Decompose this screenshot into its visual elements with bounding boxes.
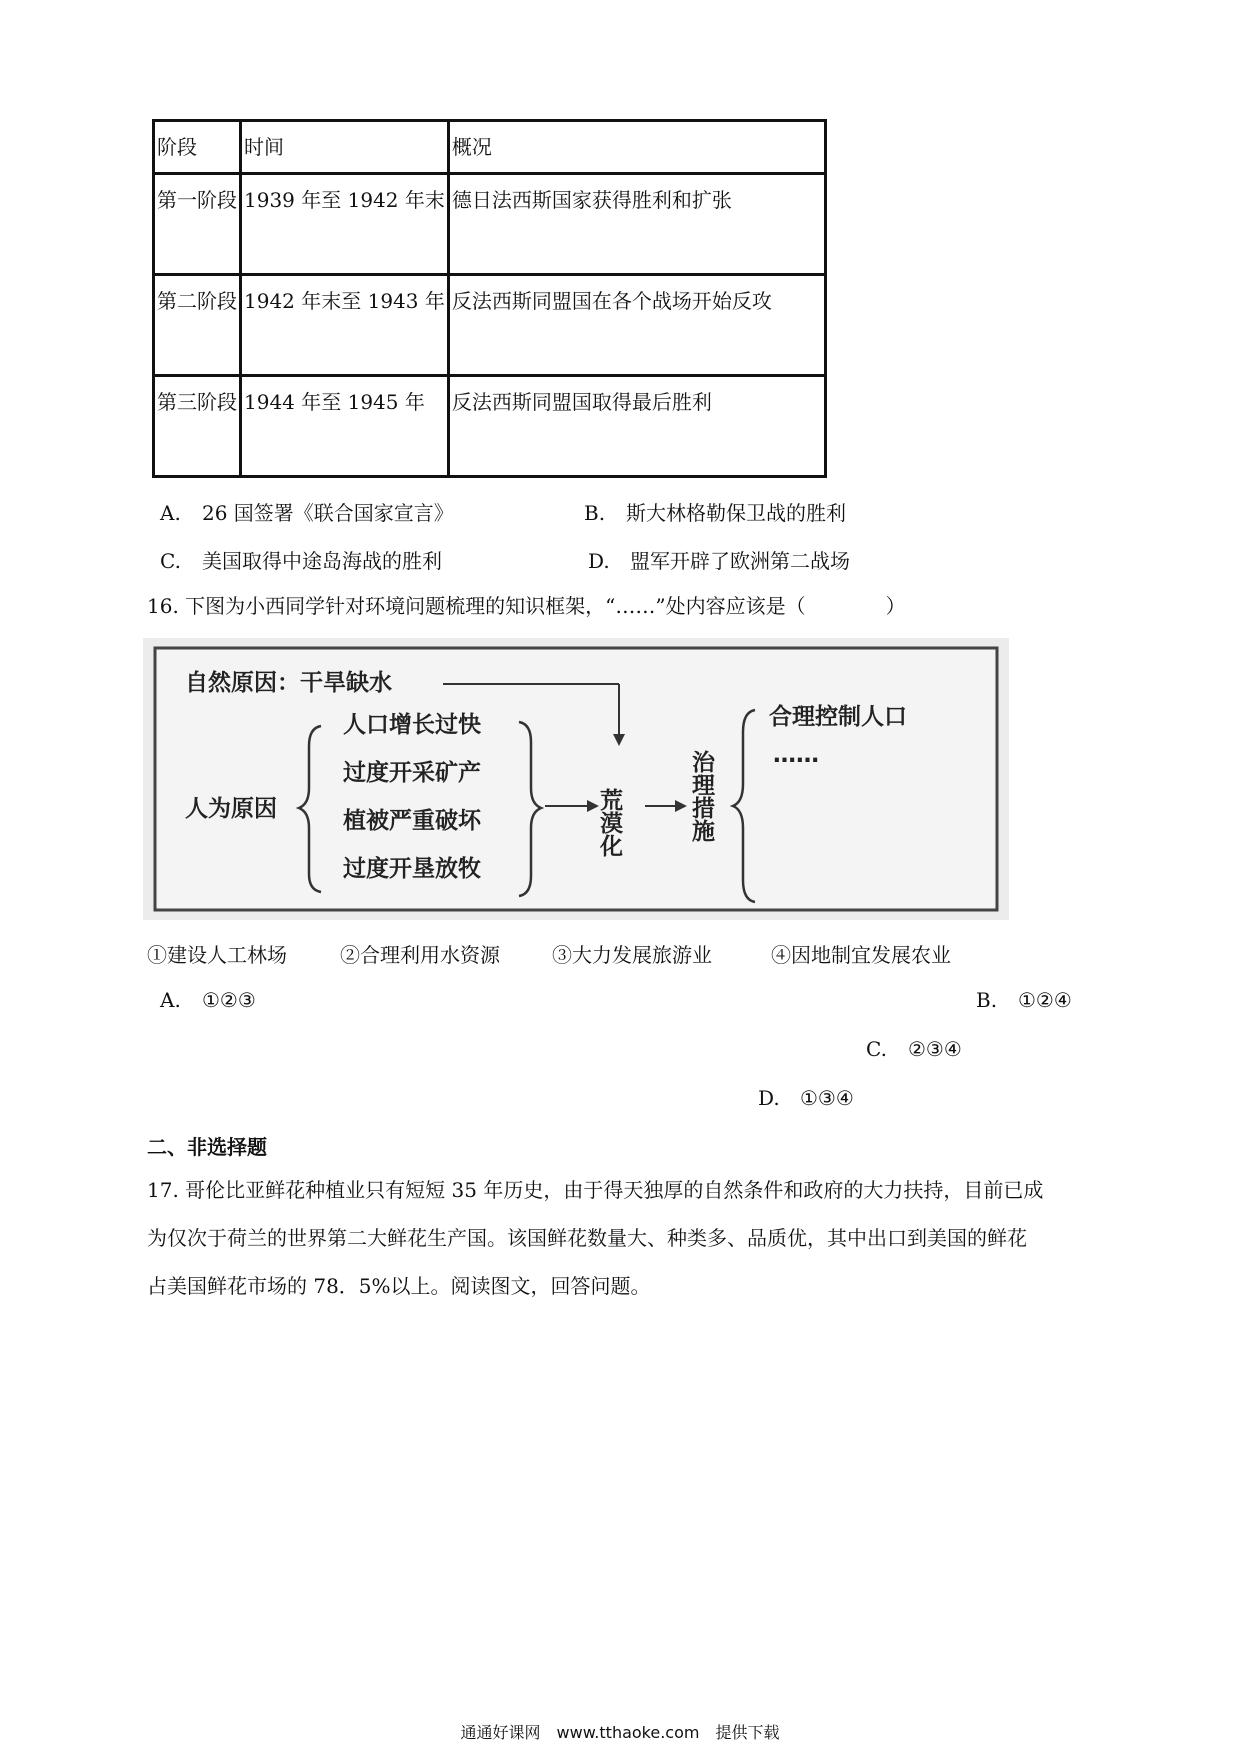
option-letter: C. xyxy=(160,549,181,573)
option-text: 26 国签署《联合国家宣言》 xyxy=(202,501,454,525)
table-row xyxy=(154,376,826,477)
time-cell: 1944 年至 1945 年 xyxy=(241,376,449,477)
summary-cell: 德日法西斯国家获得胜利和扩张 xyxy=(448,174,825,275)
result-label: 荒漠化 xyxy=(596,788,622,857)
q16-option-c[interactable] xyxy=(866,1037,962,1061)
human-item: 人口增长过快 xyxy=(343,712,481,738)
option-letter: B. xyxy=(584,501,606,525)
option-letter: A. xyxy=(160,501,181,525)
q16-stem: 16. 下图为小西同学针对环境问题梳理的知识框架，“……”处内容应该是（ ） xyxy=(147,594,906,618)
option-text: ①②④ xyxy=(1018,988,1072,1012)
option-text: 斯大林格勒保卫战的胜利 xyxy=(626,501,846,525)
measure-item: 合理控制人口 xyxy=(769,704,907,730)
table-row xyxy=(154,275,826,376)
stage-cell: 第一阶段 xyxy=(154,174,241,275)
option-letter: D. xyxy=(758,1086,780,1110)
q15-option-a[interactable] xyxy=(160,497,454,526)
stage-cell: 第二阶段 xyxy=(154,275,241,376)
q16-choice: ②合理利用水资源 xyxy=(340,943,500,967)
stage-table xyxy=(152,119,827,478)
human-item: 植被严重破坏 xyxy=(343,808,481,834)
q16-option-d[interactable] xyxy=(758,1086,854,1110)
q16-choice: ④因地制宜发展农业 xyxy=(771,943,951,967)
option-text: 美国取得中途岛海战的胜利 xyxy=(202,549,442,573)
option-text: ②③④ xyxy=(908,1037,962,1061)
time-cell: 1942 年末至 1943 年 xyxy=(241,275,449,376)
summary-cell: 反法西斯同盟国取得最后胜利 xyxy=(448,376,825,477)
option-letter: B. xyxy=(976,988,998,1012)
desertification-diagram xyxy=(143,638,1009,920)
option-text: ①③④ xyxy=(800,1086,854,1110)
human-item: 过度开垦放牧 xyxy=(343,856,481,882)
option-letter: C. xyxy=(866,1037,887,1061)
human-item: 过度开采矿产 xyxy=(343,760,481,786)
q16-option-a[interactable] xyxy=(160,988,256,1012)
q15-option-c[interactable] xyxy=(160,545,442,574)
section-title: 二、非选择题 xyxy=(147,1135,267,1159)
q16-option-b[interactable] xyxy=(976,988,1072,1012)
q17-paragraph xyxy=(147,1166,1107,1310)
q16-choice: ③大力发展旅游业 xyxy=(552,943,712,967)
table-row xyxy=(154,174,826,275)
q15-option-b[interactable] xyxy=(584,497,846,526)
option-letter: A. xyxy=(160,988,181,1012)
header-cell: 概况 xyxy=(448,121,825,174)
human-cause-label: 人为原因 xyxy=(185,796,277,822)
stage-cell: 第三阶段 xyxy=(154,376,241,477)
q17-line: 17. 哥伦比亚鲜花种植业只有短短 35 年历史，由于得天独厚的自然条件和政府的大力扶持，目前已成 xyxy=(147,1178,1044,1202)
option-letter: D. xyxy=(588,549,610,573)
q16-choice: ①建设人工林场 xyxy=(147,943,287,967)
q17-line: 占美国鲜花市场的 78．5%以上。阅读图文，回答问题。 xyxy=(147,1274,651,1298)
option-text: ①②③ xyxy=(202,988,256,1012)
table-header-row xyxy=(154,121,826,174)
time-cell: 1939 年至 1942 年末 xyxy=(241,174,449,275)
natural-cause-label: 自然原因：干旱缺水 xyxy=(185,670,392,696)
q17-line: 为仅次于荷兰的世界第二大鲜花生产国。该国鲜花数量大、种类多、品质优，其中出口到美国的鲜花 xyxy=(147,1226,1027,1250)
measure-item: …… xyxy=(773,742,819,768)
header-cell: 阶段 xyxy=(154,121,241,174)
measures-label: 治理措施 xyxy=(688,750,714,842)
option-text: 盟军开辟了欧洲第二战场 xyxy=(630,549,850,573)
header-cell: 时间 xyxy=(241,121,449,174)
summary-cell: 反法西斯同盟国在各个战场开始反攻 xyxy=(448,275,825,376)
q15-option-d[interactable] xyxy=(588,545,850,574)
page-footer: 通通好课网 www.tthaoke.com 提供下载 xyxy=(460,1723,780,1742)
